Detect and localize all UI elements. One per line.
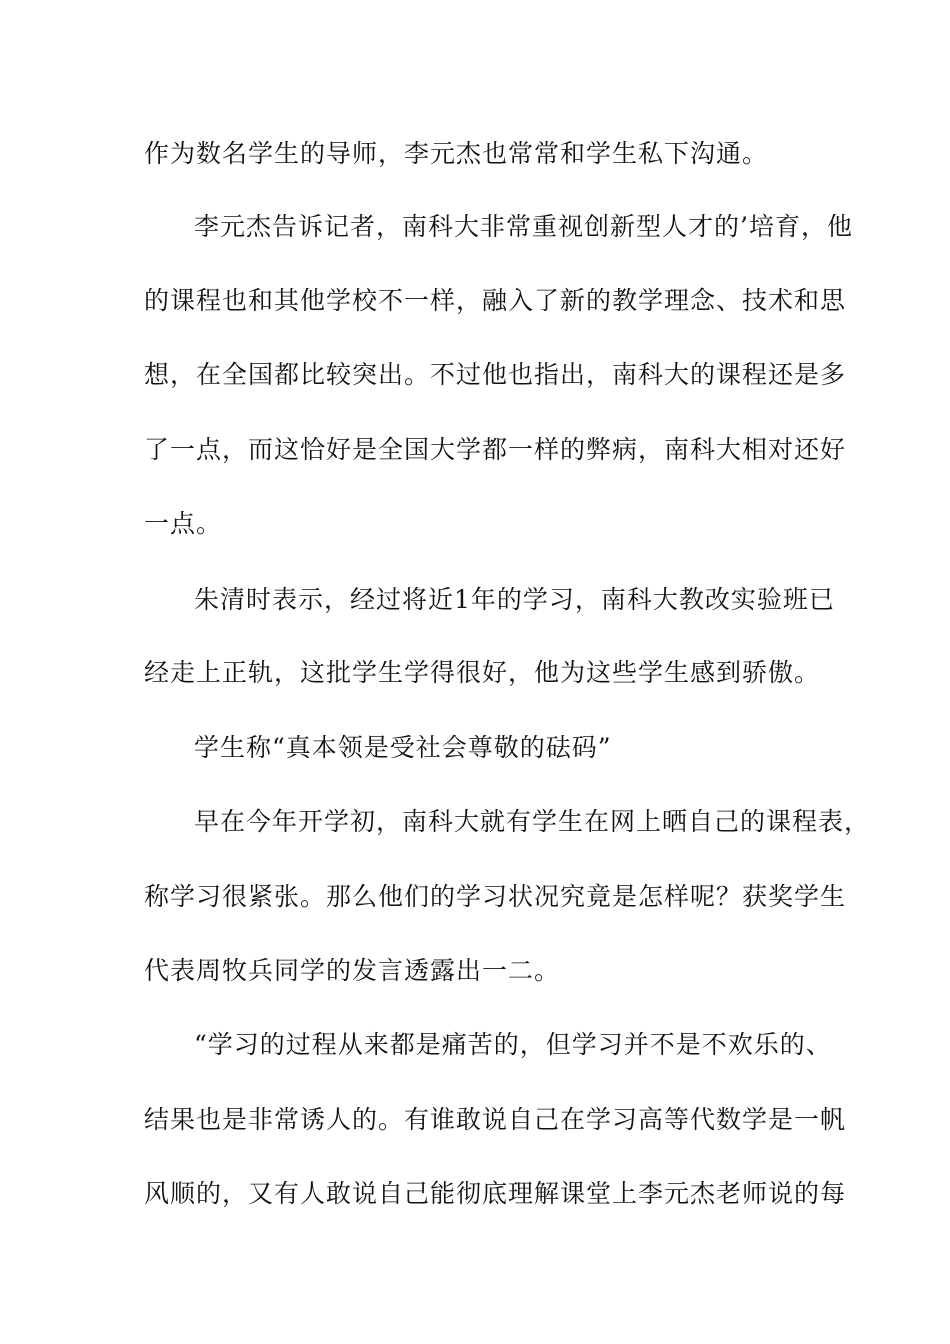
text-line: 代表周牧兵同学的发言透露出一二。 — [144, 956, 561, 985]
text-line: 结果也是非常诱人的。有谁敢说自己在学习高等代数学是一帆 — [144, 1105, 847, 1134]
text-line: 了一点，而这恰好是全国大学都一样的弊病，南科大相对还好 — [144, 435, 847, 464]
text-line: 的课程也和其他学校不一样，融入了新的教学理念、技术和思 — [144, 286, 847, 315]
text-line: 经走上正轨，这批学生学得很好，他为这些学生感到骄傲。 — [144, 658, 821, 687]
text-line: 称学习很紧张。那么他们的学习状况究竟是怎样呢？获奖学生 — [144, 882, 847, 911]
text-line: “学习的过程从来都是痛苦的，但学习并不是不欢乐的、 — [194, 1030, 832, 1059]
text-line: 想，在全国都比较突出。不过他也指出，南科大的课程还是多 — [144, 360, 847, 389]
section-heading: 学生称“真本领是受社会尊敬的砝码” — [194, 733, 612, 762]
text-line: 作为数名学生的导师，李元杰也常常和学生私下沟通。 — [144, 139, 769, 168]
text-line: 朱清时表示，经过将近1年的学习，南科大教改实验班已 — [194, 585, 835, 614]
text-line: 风顺的，又有人敢说自己能彻底理解课堂上李元杰老师说的每 — [144, 1179, 847, 1208]
text-line: 早在今年开学初，南科大就有学生在网上晒自己的课程表， — [194, 807, 871, 836]
text-line: 一点。 — [144, 509, 223, 538]
text-line: 李元杰告诉记者，南科大非常重视创新型人才的’培育，他 — [194, 212, 853, 241]
